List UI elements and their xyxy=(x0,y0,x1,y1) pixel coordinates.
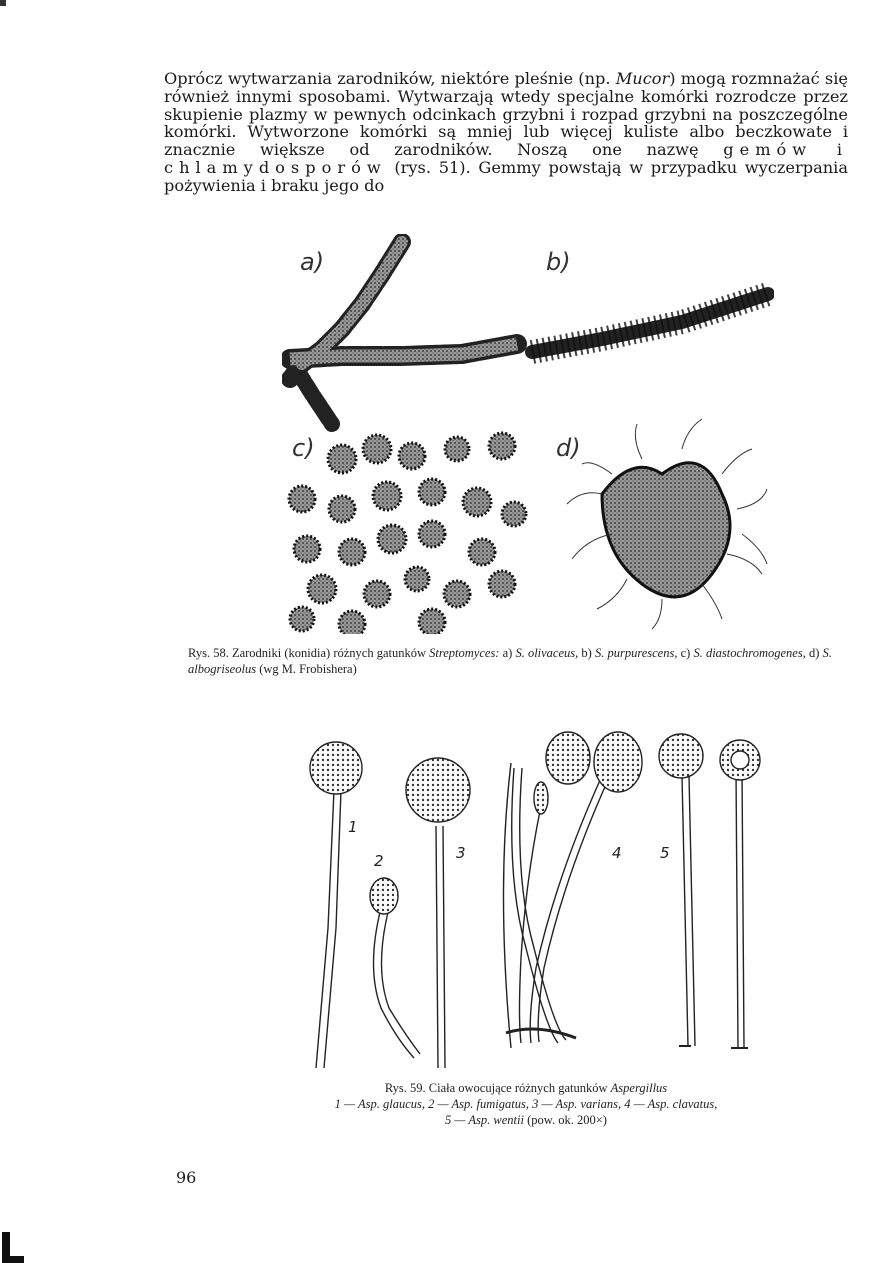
cap59-line-1 xyxy=(196,1080,856,1096)
fig59-number-5: 5 xyxy=(660,844,670,862)
cap59-line-3 xyxy=(196,1112,856,1128)
cap59-sp5: Asp. wentii xyxy=(468,1113,524,1127)
fig59-number-2: 2 xyxy=(374,852,384,870)
cap59-sp4: Asp. clavatus, xyxy=(647,1097,718,1111)
cap59-sp1: Asp. glaucus, xyxy=(357,1097,425,1111)
cap58-suffix: (wg M. Frobishera) xyxy=(256,662,357,676)
cap58-b-species: S. purpurescens, xyxy=(594,646,678,660)
term-chlamydosporow: chlamydosporów xyxy=(164,157,387,177)
body-paragraph xyxy=(164,70,848,195)
para-text-1: Oprócz wytwarzania zarodników, niektóre pleśnie (np. xyxy=(164,69,616,88)
page-number: 96 xyxy=(176,1168,197,1187)
term-i: i xyxy=(836,140,848,160)
scan-mark-top xyxy=(0,0,6,6)
para-text-2: ) mogą rozmnażać się również innymi sposobami. Wytwarzają wtedy specjalne komórki rozrodcze przez skupienie plazmy w pewnych odcinkach grzybni i rozpad grzybni na poszczególne komórki. Wytworzone komórki są mniej lub więcej kuliste albo beczkowate i znacznie większe od zarodników. Noszą one nazwę xyxy=(164,69,848,160)
cap59-n3: 3 — xyxy=(528,1097,556,1111)
cap59-n2: 2 — xyxy=(425,1097,452,1111)
term-gemow: gemów xyxy=(723,140,813,160)
cap59-line-2 xyxy=(196,1096,856,1112)
cap59-n1: 1 — xyxy=(334,1097,358,1111)
cap59-n4: 4 — xyxy=(621,1097,648,1111)
cap58-c: c) xyxy=(677,646,694,660)
cap59-suffix: (pow. ok. 200×) xyxy=(523,1113,607,1127)
figure-58 xyxy=(282,234,774,634)
figure-58-caption xyxy=(188,645,850,677)
cap58-genus: Streptomyces: xyxy=(429,646,500,660)
cap58-d: d) xyxy=(805,646,823,660)
cap59-sp3: Asp. varians, xyxy=(555,1097,622,1111)
genus-mucor: Mucor xyxy=(615,69,670,88)
figure-59 xyxy=(296,728,776,1068)
panel-d-hairy-mass xyxy=(567,419,767,629)
cap58-prefix: Rys. 58. Zarodniki (konidia) różnych gatunków xyxy=(188,646,430,660)
cap58-a-species: S. olivaceus, xyxy=(515,646,579,660)
cap59-n5: 5 — xyxy=(445,1113,469,1127)
cap58-a: a) xyxy=(499,646,516,660)
panel-b-spiny-chain xyxy=(532,294,768,352)
cap59-prefix: Rys. 59. Ciała owocujące różnych gatunków xyxy=(384,1081,611,1095)
para-text-3: (rys. 51). Gemmy powstają w przypadku wyczerpania pożywienia i braku jego do xyxy=(164,157,848,195)
fig59-number-1: 1 xyxy=(348,818,358,836)
fig59-number-3: 3 xyxy=(456,844,466,862)
cap59-genus: Aspergillus xyxy=(610,1081,668,1095)
cap58-d-species: S. albogriseolus xyxy=(188,646,832,676)
panel-c-spore-cluster xyxy=(289,433,526,634)
panel-b-label: b) xyxy=(546,248,571,276)
figure-59-illustration xyxy=(296,728,776,1068)
panel-d-label: d) xyxy=(556,434,581,462)
scan-corner-mark xyxy=(2,1232,24,1263)
cap59-sp2: Asp. fumigatus, xyxy=(451,1097,529,1111)
cap58-c-species: S. diastochromogenes, xyxy=(693,646,806,660)
panel-a-label: a) xyxy=(300,248,325,276)
figure-59-caption xyxy=(196,1080,856,1128)
panel-c-label: c) xyxy=(292,434,315,462)
cap58-b: b) xyxy=(578,646,595,660)
fig59-number-4: 4 xyxy=(612,844,622,862)
figure-58-illustration xyxy=(282,234,774,634)
